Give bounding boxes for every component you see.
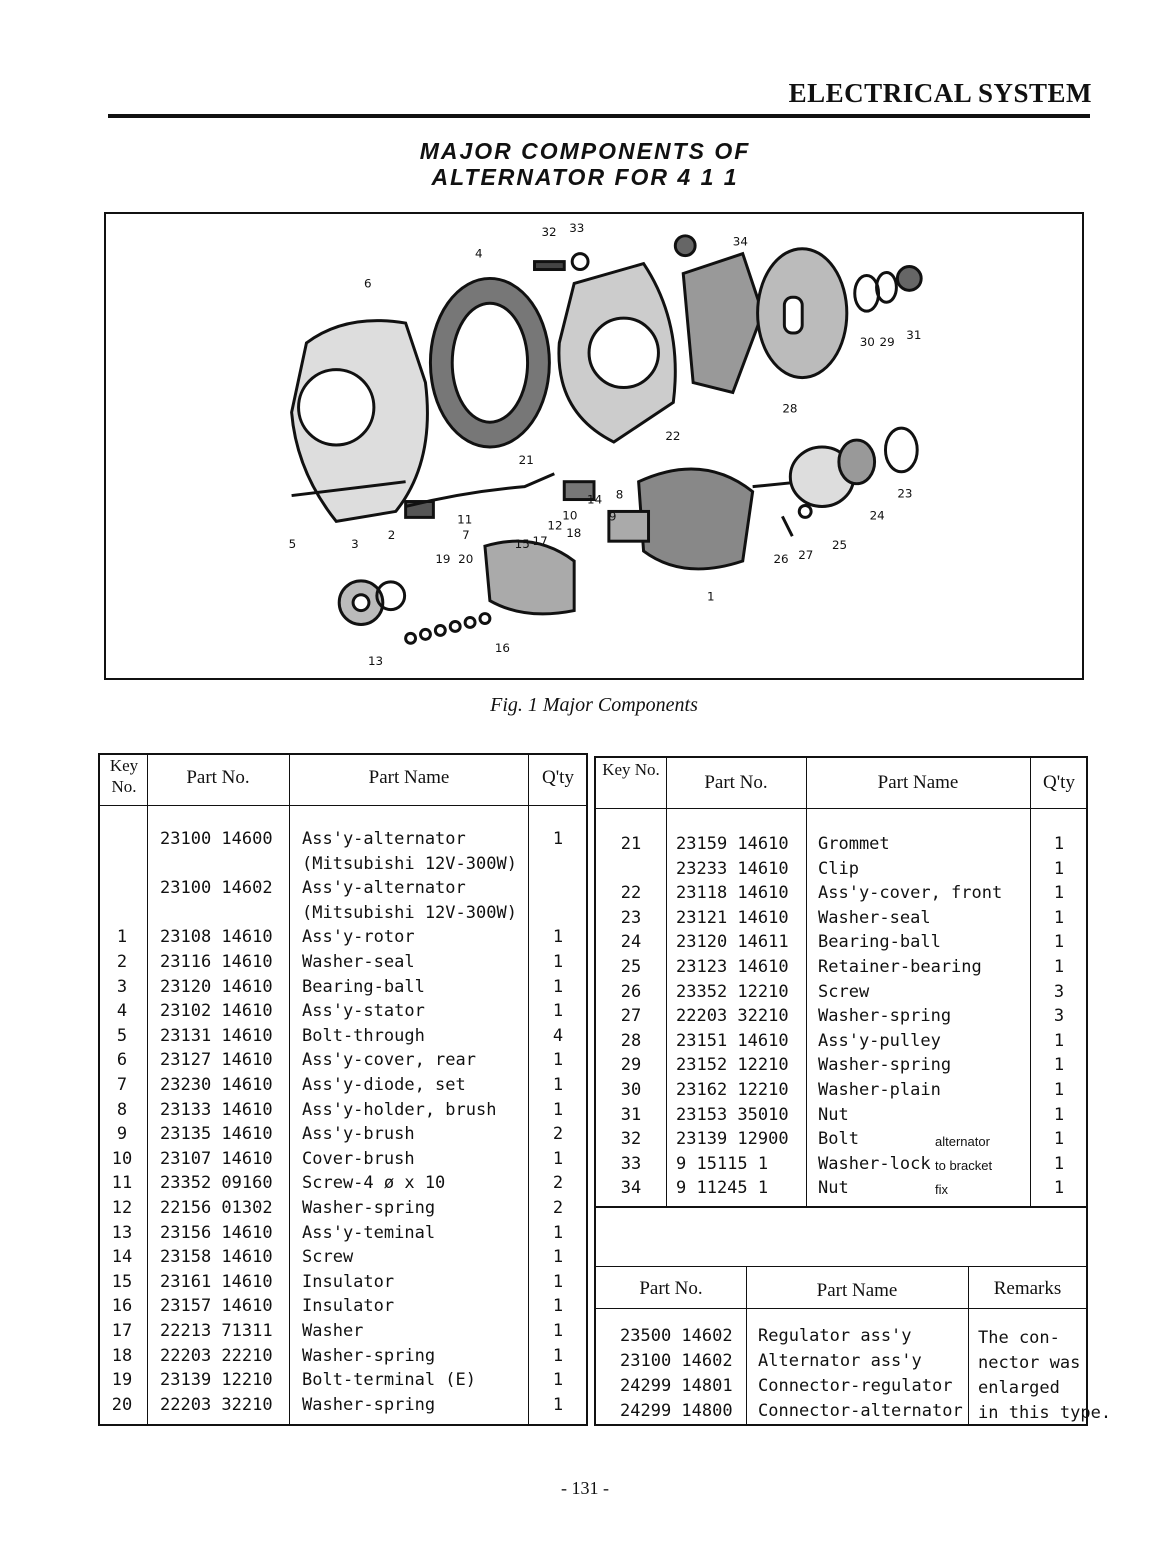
key-no-cell: 10 [111, 1148, 133, 1169]
remarks-part-name-cell: Connector-regulator [758, 1376, 953, 1396]
part-name-cell: Washer-seal [302, 952, 415, 972]
qty-cell: 1 [552, 1148, 564, 1169]
part-name-cell: Ass'y-cover, front [818, 883, 1003, 904]
callout-24: 24 [869, 508, 885, 523]
page-number: - 131 - [561, 1478, 609, 1498]
callout-6: 6 [363, 276, 372, 291]
section-header: ELECTRICAL SYSTEM [788, 78, 1092, 108]
key-no-cell: 12 [111, 1198, 133, 1218]
part-no-cell: 23116 14610 [160, 952, 273, 972]
col-qty-right: Q'ty [1043, 772, 1075, 793]
callout-4: 4 [475, 246, 483, 261]
part-name-cell: Bolt [818, 1129, 859, 1150]
callout-8: 8 [615, 487, 624, 502]
callout-21: 21 [518, 452, 534, 467]
callout-2: 2 [387, 528, 396, 543]
key-no-cell: 17 [111, 1321, 133, 1341]
part-name-cell: Ass'y-stator [302, 1001, 425, 1022]
qty-cell: 1 [1053, 834, 1065, 854]
key-no-cell: 26 [620, 981, 642, 1002]
key-no-cell: 20 [111, 1394, 133, 1415]
qty-cell: 1 [552, 1271, 564, 1292]
part-no-cell: 23158 14610 [160, 1247, 273, 1268]
key-no-cell: 1 [116, 927, 128, 948]
figure-title-line1: MAJOR COMPONENTS OF [419, 138, 751, 164]
figure-title-line2: ALTERNATOR FOR 4 1 1 [431, 164, 739, 190]
key-no-cell: 30 [620, 1080, 642, 1100]
callout-28: 28 [782, 401, 798, 416]
part-no-cell: 23156 14610 [160, 1222, 273, 1243]
key-no-cell: 8 [116, 1099, 128, 1120]
key-no-cell: 24 [620, 932, 642, 953]
part-no-cell: 23127 14610 [160, 1050, 273, 1071]
part-name-cell: Clip [818, 858, 859, 879]
callout-31: 31 [906, 327, 922, 342]
part-no-cell: 23233 14610 [676, 858, 789, 879]
key-no-cell: 9 [116, 1124, 128, 1145]
col-remarks-part-no: Part No. [639, 1278, 703, 1299]
callout-30: 30 [859, 334, 875, 349]
qty-cell: 3 [1053, 1006, 1065, 1027]
callout-15: 15 [514, 537, 530, 552]
qty-cell: 1 [552, 1247, 564, 1268]
exploded-view-figure [104, 212, 1084, 680]
qty-cell: 1 [552, 1321, 564, 1341]
key-no-cell: 11 [111, 1173, 133, 1194]
qty-cell: 1 [552, 952, 564, 972]
qty-cell: 1 [552, 1050, 564, 1071]
key-no-cell: 16 [111, 1296, 133, 1317]
part-name-cell: Washer-spring [302, 1198, 436, 1218]
part-name-cell: Washer-plain [818, 1080, 941, 1100]
part-name-cell: Bolt-terminal (E) [302, 1370, 476, 1391]
qty-cell: 1 [552, 1394, 564, 1415]
key-no-cell: 21 [620, 834, 642, 854]
part-no-cell: 23121 14610 [676, 907, 789, 928]
part-no-cell: 23230 14610 [160, 1075, 273, 1095]
key-no-cell: 3 [116, 976, 128, 997]
callout-19: 19 [435, 551, 451, 566]
callout-13: 13 [367, 654, 384, 669]
callout-17: 17 [532, 534, 548, 549]
key-no-cell: 22 [620, 883, 642, 904]
col-part-no: Part No. [186, 767, 250, 788]
key-no-cell: 23 [620, 907, 642, 928]
qty-cell: 1 [552, 1222, 564, 1243]
part-no-cell: 23157 14610 [160, 1296, 273, 1317]
figure-title [360, 138, 810, 190]
col-remarks-part-name: Part Name [816, 1280, 898, 1301]
key-no-cell: 33 [620, 1153, 642, 1174]
part-no-cell: 23108 14610 [160, 927, 273, 948]
part-no-cell: 23153 35010 [676, 1104, 789, 1125]
part-name-cell: Insulator [302, 1271, 395, 1292]
part-name-cell: Cover-brush [302, 1148, 415, 1169]
part-no-cell: 23151 14610 [676, 1030, 789, 1051]
qty-cell: 1 [1053, 883, 1065, 904]
callout-25: 25 [831, 538, 848, 553]
qty-cell: 1 [552, 976, 564, 997]
part-name-cell: Ass'y-diode, set [302, 1075, 466, 1095]
callout-22: 22 [665, 429, 681, 444]
part-no-cell: 22203 32210 [160, 1394, 273, 1415]
part-no-cell: 22156 01302 [160, 1198, 273, 1218]
part-no-cell: 23139 12900 [676, 1129, 789, 1150]
remarks-note [978, 1326, 1111, 1426]
remarks-part-no-cell: 24299 14800 [620, 1401, 733, 1421]
callout-18: 18 [566, 526, 582, 541]
key-no-cell: 34 [620, 1178, 642, 1199]
part-no-cell: 23159 14610 [676, 834, 789, 854]
part-no-cell: 23123 14610 [676, 957, 789, 977]
brace-note [935, 1130, 992, 1202]
parts-table-left [98, 753, 588, 1426]
remarks-line3: enlarged [978, 1378, 1060, 1398]
part-no-cell: 23352 09160 [160, 1173, 273, 1194]
qty-cell: 1 [1053, 1080, 1065, 1100]
col-remarks: Remarks [993, 1278, 1062, 1299]
callout-5: 5 [288, 537, 297, 552]
part-name-cell: Ass'y-teminal [302, 1222, 436, 1243]
part-no-cell: 23120 14610 [160, 976, 273, 997]
qty-cell: 1 [1053, 1178, 1065, 1199]
qty-cell: 2 [552, 1173, 564, 1194]
col-key-no: Key No. [109, 756, 139, 796]
part-no-cell: 23133 14610 [160, 1099, 273, 1120]
part-name-cell: Nut [818, 1104, 849, 1125]
key-no-cell: 19 [111, 1370, 133, 1391]
qty-cell: 1 [552, 1345, 564, 1366]
qty-cell: 2 [552, 1124, 564, 1145]
callout-23: 23 [897, 486, 913, 501]
qty-cell: 1 [1053, 1055, 1065, 1076]
col-part-no-right: Part No. [704, 772, 768, 793]
qty-cell: 2 [552, 1198, 564, 1218]
qty-cell: 1 [1053, 1030, 1065, 1051]
part-name-cell: Nut [818, 1178, 849, 1199]
qty-cell: 1 [1053, 957, 1065, 977]
qty-cell: 1 [552, 1370, 564, 1391]
part-no-cell: 23352 12210 [676, 981, 789, 1002]
part-name-cell: Washer-spring [302, 1345, 436, 1366]
qty-cell: 1 [552, 1099, 564, 1120]
qty-cell: 1 [552, 1001, 564, 1022]
qty-cell: 1 [1053, 1104, 1065, 1125]
part-name-cell: Grommet [818, 834, 890, 854]
key-no-cell: 7 [116, 1075, 128, 1095]
qty-cell: 1 [552, 1296, 564, 1317]
part-no-cell: 22213 71311 [160, 1321, 273, 1341]
part-name-cell: Washer-spring [818, 1055, 952, 1076]
brace-note-line2: to bracket [935, 1158, 993, 1173]
callout-10: 10 [562, 508, 578, 523]
callout-3: 3 [351, 537, 359, 552]
part-name-cell: Ass'y-brush [302, 1124, 415, 1145]
part-no-cell: 23102 14610 [160, 1001, 273, 1022]
part-name-cell: Ass'y-alternator [302, 829, 466, 849]
key-no-cell: 18 [111, 1345, 133, 1366]
part-no-cell: 22203 32210 [676, 1006, 789, 1027]
callout-32: 32 [541, 224, 557, 239]
remarks-part-name-cell: Alternator ass'y [758, 1351, 922, 1371]
qty-cell: 1 [552, 927, 564, 948]
callout-29: 29 [879, 334, 895, 349]
remarks-part-no-cell: 24299 14801 [620, 1376, 733, 1396]
part-no-cell: 23161 14610 [160, 1271, 273, 1292]
qty-cell: 1 [552, 1075, 564, 1095]
callout-33: 33 [569, 220, 585, 235]
brace-note-line3: fix [935, 1182, 948, 1197]
part-name-cell: Bearing-ball [818, 932, 941, 953]
key-no-cell: 25 [620, 957, 642, 977]
col-part-name-right: Part Name [877, 772, 959, 793]
part-name-cell: Washer-seal [818, 907, 931, 928]
part-no-cell: 23135 14610 [160, 1124, 273, 1145]
remarks-part-name-cell: Regulator ass'y [758, 1326, 912, 1346]
key-no-cell: 4 [116, 1001, 128, 1022]
remarks-line1: The con- [978, 1328, 1060, 1348]
remarks-line2: nector was [978, 1353, 1081, 1373]
callout-26: 26 [773, 551, 789, 566]
part-no-cell: 9 11245 1 [676, 1178, 769, 1199]
part-no-cell: 9 15115 1 [676, 1153, 769, 1174]
brace-note-line1: alternator [935, 1134, 990, 1149]
key-no-cell: 13 [111, 1222, 133, 1243]
part-no-cell: 23120 14611 [676, 932, 789, 953]
part-no-cell: 22203 22210 [160, 1345, 273, 1366]
part-name-cell: Bearing-ball [302, 976, 425, 997]
figure-caption: Fig. 1 Major Components [490, 694, 698, 716]
remarks-part-no-cell: 23100 14602 [620, 1351, 733, 1371]
part-no-cell: 23152 12210 [676, 1055, 789, 1076]
part-no-cell: 23107 14610 [160, 1148, 273, 1169]
col-qty: Q'ty [542, 767, 574, 788]
qty-cell: 1 [552, 829, 564, 849]
callout-34: 34 [732, 234, 748, 249]
qty-cell: 1 [1053, 1153, 1065, 1174]
key-no-cell: 32 [620, 1129, 642, 1150]
key-no-cell: 2 [116, 952, 128, 972]
part-name-cell: Washer-lock [818, 1153, 931, 1174]
part-no-cell: 23100 14600 [160, 829, 273, 849]
key-no-cell: 27 [620, 1006, 642, 1027]
part-name-cell: Screw [302, 1247, 354, 1268]
part-no-cell: 23139 12210 [160, 1370, 273, 1391]
part-no-cell: 23162 12210 [676, 1080, 789, 1100]
part-name-cell: Screw [818, 981, 870, 1002]
key-no-cell: 15 [111, 1271, 133, 1292]
part-name-cell: Washer-spring [302, 1394, 436, 1415]
qty-cell: 1 [1053, 907, 1065, 928]
callout-27: 27 [798, 548, 814, 563]
remarks-part-name-cell: Connector-alternator [758, 1401, 963, 1421]
part-name-cell: Ass'y-holder, brush [302, 1099, 497, 1120]
key-no-cell: 29 [620, 1055, 642, 1076]
callout-12: 12 [547, 518, 563, 533]
part-name-cell: Screw-4 ø x 10 [302, 1173, 446, 1194]
col-part-name: Part Name [368, 767, 450, 788]
part-name-cell: (Mitsubishi 12V-300W) [302, 902, 517, 923]
qty-cell: 1 [1053, 932, 1065, 953]
part-no-cell: 23100 14602 [160, 878, 273, 899]
remarks-line4: in this type. [978, 1403, 1112, 1423]
part-name-cell: Washer [302, 1321, 364, 1341]
key-no-cell: 6 [116, 1050, 128, 1071]
remarks-part-no-cell: 23500 14602 [620, 1326, 733, 1346]
qty-cell: 1 [1053, 1129, 1065, 1150]
callout-14: 14 [587, 492, 603, 507]
key-no-cell: 5 [116, 1025, 128, 1046]
part-name-cell: Ass'y-alternator [302, 878, 466, 899]
callout-11: 11 [457, 512, 473, 527]
qty-cell: 3 [1053, 981, 1065, 1002]
col-key-no-right: Key No. [602, 760, 660, 779]
key-no-cell: 14 [111, 1247, 133, 1268]
callout-16: 16 [494, 641, 510, 656]
header-rule [108, 114, 1090, 118]
callout-7: 7 [462, 528, 470, 543]
alternator-exploded-drawing [106, 214, 1082, 678]
callout-1: 1 [707, 589, 715, 604]
qty-cell: 4 [552, 1025, 564, 1046]
part-name-cell: Ass'y-cover, rear [302, 1050, 476, 1071]
part-name-cell: Insulator [302, 1296, 395, 1317]
parts-table-right [594, 756, 1088, 1207]
part-name-cell: Washer-spring [818, 1006, 952, 1027]
qty-cell: 1 [1053, 858, 1065, 879]
callout-20: 20 [458, 551, 474, 566]
part-no-cell: 23131 14610 [160, 1025, 273, 1046]
key-no-cell: 28 [620, 1030, 642, 1051]
part-name-cell: Ass'y-rotor [302, 927, 415, 948]
callout-9: 9 [608, 509, 617, 524]
key-no-cell: 31 [620, 1104, 642, 1125]
part-name-cell: Bolt-through [302, 1025, 425, 1046]
part-name-cell: Retainer-bearing [818, 957, 982, 977]
remarks-table [594, 1206, 1112, 1426]
part-name-cell: Ass'y-pulley [818, 1030, 941, 1051]
part-no-cell: 23118 14610 [676, 883, 789, 904]
part-name-cell: (Mitsubishi 12V-300W) [302, 853, 517, 874]
